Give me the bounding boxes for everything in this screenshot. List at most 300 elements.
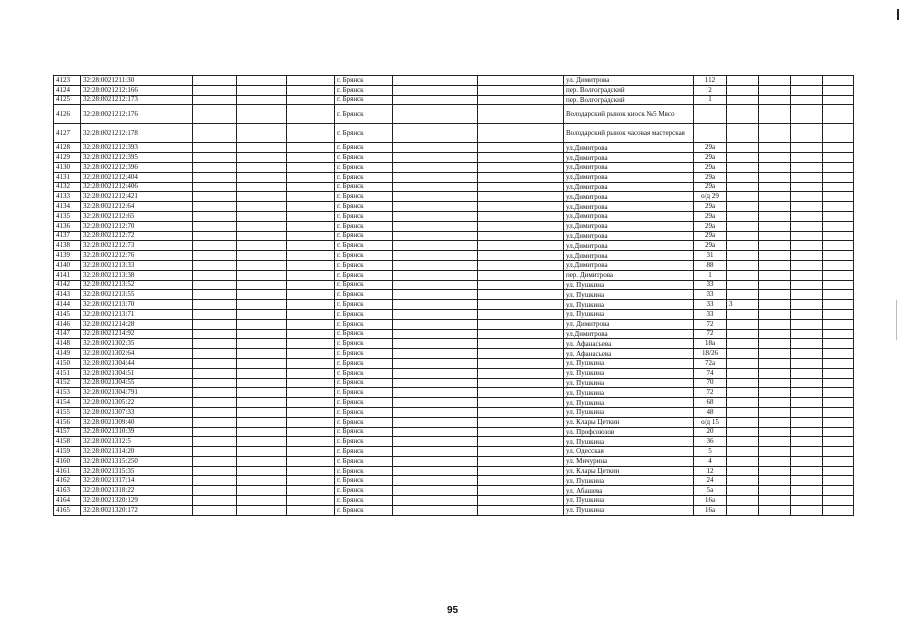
empty-cell — [478, 251, 564, 261]
empty-cell — [193, 202, 237, 212]
empty-cell — [193, 211, 237, 221]
row-number-cell: 4138 — [54, 241, 81, 251]
empty-cell — [237, 407, 287, 417]
city-cell: г. Брянск — [335, 211, 393, 221]
row-number-cell: 4134 — [54, 202, 81, 212]
empty-cell — [478, 319, 564, 329]
empty-cell — [237, 300, 287, 310]
city-cell: г. Брянск — [335, 95, 393, 105]
empty-cell — [393, 202, 478, 212]
table-row — [54, 486, 854, 496]
empty-cell — [791, 309, 823, 319]
empty-cell — [791, 124, 823, 143]
table-row — [54, 211, 854, 221]
house-number-cell: 72 — [694, 329, 727, 339]
empty-cell — [759, 407, 791, 417]
empty-cell — [759, 505, 791, 515]
table-row — [54, 309, 854, 319]
address-cell: пер. Волгоградский — [564, 95, 694, 105]
empty-cell — [393, 398, 478, 408]
empty-cell — [287, 398, 335, 408]
city-cell: г. Брянск — [335, 339, 393, 349]
extra-cell — [727, 339, 759, 349]
cadastral-number-cell: 32:28:0021312:5 — [81, 437, 193, 447]
extra-cell — [727, 202, 759, 212]
empty-cell — [823, 378, 854, 388]
address-cell: ул. Пушкина — [564, 358, 694, 368]
address-cell: ул. Димитрова — [564, 76, 694, 86]
house-number-cell: 2 — [694, 85, 727, 95]
row-number-cell: 4164 — [54, 496, 81, 506]
table-row — [54, 319, 854, 329]
empty-cell — [759, 388, 791, 398]
empty-cell — [759, 437, 791, 447]
house-number-cell: 33 — [694, 290, 727, 300]
row-number-cell: 4125 — [54, 95, 81, 105]
empty-cell — [823, 437, 854, 447]
extra-cell — [727, 398, 759, 408]
empty-cell — [193, 476, 237, 486]
empty-cell — [478, 85, 564, 95]
empty-cell — [237, 388, 287, 398]
empty-cell — [823, 417, 854, 427]
extra-cell — [727, 290, 759, 300]
empty-cell — [393, 76, 478, 86]
row-number-cell: 4158 — [54, 437, 81, 447]
cadastral-number-cell: 32:28:0021314:20 — [81, 447, 193, 457]
empty-cell — [478, 398, 564, 408]
empty-cell — [791, 260, 823, 270]
empty-cell — [287, 466, 335, 476]
cadastral-number-cell: 32:28:0021305:22 — [81, 398, 193, 408]
empty-cell — [759, 447, 791, 457]
table-row — [54, 153, 854, 163]
cadastral-number-cell: 32:28:0021212:395 — [81, 153, 193, 163]
empty-cell — [823, 105, 854, 124]
empty-cell — [823, 427, 854, 437]
empty-cell — [823, 143, 854, 153]
extra-cell — [727, 211, 759, 221]
empty-cell — [791, 319, 823, 329]
city-cell: г. Брянск — [335, 378, 393, 388]
empty-cell — [823, 407, 854, 417]
empty-cell — [478, 231, 564, 241]
row-number-cell: 4147 — [54, 329, 81, 339]
extra-cell — [727, 349, 759, 359]
empty-cell — [287, 437, 335, 447]
empty-cell — [478, 339, 564, 349]
address-cell: ул. Клары Цеткин — [564, 466, 694, 476]
empty-cell — [759, 143, 791, 153]
address-cell: ул. Афанасьева — [564, 339, 694, 349]
house-number-cell — [694, 124, 727, 143]
empty-cell — [791, 505, 823, 515]
cadastral-number-cell: 32:28:0021302:64 — [81, 349, 193, 359]
cadastral-number-cell: 32:28:0021212:404 — [81, 172, 193, 182]
empty-cell — [287, 76, 335, 86]
empty-cell — [759, 329, 791, 339]
house-number-cell: 29а — [694, 172, 727, 182]
cadastral-number-cell: 32:28:0021320:129 — [81, 496, 193, 506]
empty-cell — [823, 76, 854, 86]
empty-cell — [237, 466, 287, 476]
empty-cell — [823, 329, 854, 339]
city-cell: г. Брянск — [335, 76, 393, 86]
empty-cell — [237, 290, 287, 300]
row-number-cell: 4137 — [54, 231, 81, 241]
empty-cell — [478, 202, 564, 212]
empty-cell — [759, 124, 791, 143]
empty-cell — [478, 505, 564, 515]
cadastral-number-cell: 32:28:0021309:40 — [81, 417, 193, 427]
table-row — [54, 329, 854, 339]
empty-cell — [237, 211, 287, 221]
address-cell: ул.Димитрова — [564, 202, 694, 212]
table-row — [54, 437, 854, 447]
empty-cell — [823, 182, 854, 192]
empty-cell — [823, 505, 854, 515]
empty-cell — [393, 388, 478, 398]
house-number-cell: 5 — [694, 447, 727, 457]
table-row — [54, 270, 854, 280]
empty-cell — [478, 162, 564, 172]
city-cell: г. Брянск — [335, 162, 393, 172]
empty-cell — [823, 349, 854, 359]
empty-cell — [193, 368, 237, 378]
empty-cell — [478, 349, 564, 359]
empty-cell — [287, 124, 335, 143]
extra-cell — [727, 162, 759, 172]
empty-cell — [393, 192, 478, 202]
empty-cell — [791, 358, 823, 368]
city-cell: г. Брянск — [335, 329, 393, 339]
empty-cell — [791, 211, 823, 221]
empty-cell — [759, 417, 791, 427]
scan-edge-mark — [897, 9, 899, 20]
address-cell: ул. Мичурина — [564, 456, 694, 466]
empty-cell — [791, 466, 823, 476]
empty-cell — [478, 388, 564, 398]
cadastral-number-cell: 32:28:0021304:791 — [81, 388, 193, 398]
empty-cell — [478, 221, 564, 231]
city-cell: г. Брянск — [335, 85, 393, 95]
empty-cell — [478, 153, 564, 163]
empty-cell — [393, 466, 478, 476]
empty-cell — [791, 153, 823, 163]
city-cell: г. Брянск — [335, 260, 393, 270]
city-cell: г. Брянск — [335, 192, 393, 202]
empty-cell — [823, 231, 854, 241]
table-row — [54, 95, 854, 105]
table-row — [54, 124, 854, 143]
empty-cell — [823, 339, 854, 349]
city-cell: г. Брянск — [335, 172, 393, 182]
extra-cell — [727, 260, 759, 270]
empty-cell — [759, 309, 791, 319]
empty-cell — [237, 349, 287, 359]
empty-cell — [759, 241, 791, 251]
cadastral-number-cell: 32:28:0021302:35 — [81, 339, 193, 349]
empty-cell — [791, 270, 823, 280]
empty-cell — [759, 496, 791, 506]
row-number-cell: 4136 — [54, 221, 81, 231]
empty-cell — [287, 349, 335, 359]
row-number-cell: 4123 — [54, 76, 81, 86]
empty-cell — [791, 221, 823, 231]
address-cell: ул. Пушкина — [564, 437, 694, 447]
empty-cell — [759, 95, 791, 105]
empty-cell — [193, 105, 237, 124]
row-number-cell: 4140 — [54, 260, 81, 270]
house-number-cell: 12 — [694, 466, 727, 476]
empty-cell — [791, 339, 823, 349]
extra-cell — [727, 319, 759, 329]
empty-cell — [193, 378, 237, 388]
empty-cell — [237, 417, 287, 427]
extra-cell — [727, 368, 759, 378]
empty-cell — [393, 290, 478, 300]
empty-cell — [237, 280, 287, 290]
city-cell: г. Брянск — [335, 476, 393, 486]
extra-cell — [727, 309, 759, 319]
empty-cell — [823, 251, 854, 261]
row-number-cell: 4145 — [54, 309, 81, 319]
city-cell: г. Брянск — [335, 417, 393, 427]
row-number-cell: 4124 — [54, 85, 81, 95]
empty-cell — [791, 95, 823, 105]
empty-cell — [393, 182, 478, 192]
empty-cell — [478, 427, 564, 437]
empty-cell — [823, 241, 854, 251]
extra-cell — [727, 417, 759, 427]
empty-cell — [759, 476, 791, 486]
city-cell: г. Брянск — [335, 437, 393, 447]
empty-cell — [393, 496, 478, 506]
empty-cell — [791, 388, 823, 398]
empty-cell — [393, 476, 478, 486]
empty-cell — [393, 378, 478, 388]
empty-cell — [759, 368, 791, 378]
empty-cell — [823, 221, 854, 231]
house-number-cell: 29а — [694, 221, 727, 231]
empty-cell — [193, 349, 237, 359]
empty-cell — [393, 211, 478, 221]
extra-cell — [727, 221, 759, 231]
row-number-cell: 4126 — [54, 105, 81, 124]
cadastral-number-cell: 32:28:0021213:55 — [81, 290, 193, 300]
empty-cell — [478, 260, 564, 270]
table-row — [54, 447, 854, 457]
address-cell: ул. Пушкина — [564, 496, 694, 506]
empty-cell — [823, 300, 854, 310]
cadastral-number-cell: 32:28:0021315:250 — [81, 456, 193, 466]
table-row — [54, 388, 854, 398]
address-cell: ул. Пушкина — [564, 388, 694, 398]
empty-cell — [393, 95, 478, 105]
empty-cell — [393, 251, 478, 261]
empty-cell — [237, 486, 287, 496]
empty-cell — [759, 427, 791, 437]
house-number-cell: 72 — [694, 388, 727, 398]
table-body — [54, 76, 854, 516]
cadastral-number-cell: 32:28:0021212:176 — [81, 105, 193, 124]
empty-cell — [287, 105, 335, 124]
row-number-cell: 4146 — [54, 319, 81, 329]
empty-cell — [237, 76, 287, 86]
empty-cell — [478, 76, 564, 86]
empty-cell — [287, 192, 335, 202]
empty-cell — [287, 456, 335, 466]
table-row — [54, 378, 854, 388]
empty-cell — [287, 407, 335, 417]
row-number-cell: 4132 — [54, 182, 81, 192]
city-cell: г. Брянск — [335, 251, 393, 261]
empty-cell — [791, 85, 823, 95]
address-cell: ул.Димитрова — [564, 162, 694, 172]
empty-cell — [478, 368, 564, 378]
empty-cell — [193, 290, 237, 300]
extra-cell — [727, 172, 759, 182]
empty-cell — [823, 476, 854, 486]
house-number-cell: 5а — [694, 486, 727, 496]
scan-edge-tick — [896, 300, 897, 340]
cadastral-number-cell: 32:28:0021214:92 — [81, 329, 193, 339]
city-cell: г. Брянск — [335, 221, 393, 231]
address-cell: ул.Димитрова — [564, 221, 694, 231]
empty-cell — [823, 202, 854, 212]
address-cell: Володарский рынок часовая мастерская — [564, 124, 694, 143]
empty-cell — [287, 162, 335, 172]
empty-cell — [759, 466, 791, 476]
cadastral-number-cell: 32:28:0021212:72 — [81, 231, 193, 241]
empty-cell — [478, 95, 564, 105]
row-number-cell: 4141 — [54, 270, 81, 280]
house-number-cell: 29а — [694, 182, 727, 192]
empty-cell — [393, 260, 478, 270]
house-number-cell: 33 — [694, 309, 727, 319]
extra-cell — [727, 466, 759, 476]
empty-cell — [478, 182, 564, 192]
empty-cell — [393, 437, 478, 447]
cadastral-number-cell: 32:28:0021213:38 — [81, 270, 193, 280]
address-cell: Володарский рынок киоск №5 Мясо — [564, 105, 694, 124]
house-number-cell: 72 — [694, 319, 727, 329]
empty-cell — [759, 398, 791, 408]
extra-cell — [727, 378, 759, 388]
empty-cell — [478, 456, 564, 466]
cadastral-number-cell: 32:28:0021318:22 — [81, 486, 193, 496]
house-number-cell: 18а — [694, 339, 727, 349]
cadastral-number-cell: 32:28:0021304:55 — [81, 378, 193, 388]
empty-cell — [193, 85, 237, 95]
empty-cell — [193, 270, 237, 280]
table-row — [54, 398, 854, 408]
empty-cell — [393, 456, 478, 466]
city-cell: г. Брянск — [335, 290, 393, 300]
empty-cell — [759, 221, 791, 231]
empty-cell — [393, 309, 478, 319]
empty-cell — [791, 105, 823, 124]
extra-cell — [727, 231, 759, 241]
house-number-cell: 112 — [694, 76, 727, 86]
city-cell: г. Брянск — [335, 143, 393, 153]
empty-cell — [193, 124, 237, 143]
table-row — [54, 349, 854, 359]
empty-cell — [478, 172, 564, 182]
empty-cell — [823, 95, 854, 105]
table-row — [54, 339, 854, 349]
house-number-cell: 74 — [694, 368, 727, 378]
house-number-cell: 33 — [694, 300, 727, 310]
empty-cell — [237, 251, 287, 261]
empty-cell — [237, 231, 287, 241]
cadastral-number-cell: 32:28:0021212:173 — [81, 95, 193, 105]
empty-cell — [478, 105, 564, 124]
empty-cell — [823, 496, 854, 506]
empty-cell — [759, 105, 791, 124]
city-cell: г. Брянск — [335, 505, 393, 515]
registry-table — [53, 75, 854, 516]
address-cell: ул.Димитрова — [564, 143, 694, 153]
empty-cell — [823, 270, 854, 280]
empty-cell — [393, 358, 478, 368]
table-row — [54, 427, 854, 437]
row-number-cell: 4151 — [54, 368, 81, 378]
empty-cell — [287, 182, 335, 192]
empty-cell — [237, 192, 287, 202]
table-row — [54, 143, 854, 153]
extra-cell — [727, 143, 759, 153]
city-cell: г. Брянск — [335, 388, 393, 398]
row-number-cell: 4139 — [54, 251, 81, 261]
empty-cell — [237, 153, 287, 163]
address-cell: ул.Димитрова — [564, 211, 694, 221]
house-number-cell: 29а — [694, 241, 727, 251]
table-row — [54, 300, 854, 310]
city-cell: г. Брянск — [335, 241, 393, 251]
empty-cell — [759, 486, 791, 496]
empty-cell — [237, 309, 287, 319]
extra-cell — [727, 427, 759, 437]
address-cell: ул. Пушкина — [564, 309, 694, 319]
address-cell: пер. Димитрова — [564, 270, 694, 280]
table-row — [54, 280, 854, 290]
city-cell: г. Брянск — [335, 447, 393, 457]
empty-cell — [478, 496, 564, 506]
empty-cell — [823, 398, 854, 408]
empty-cell — [237, 143, 287, 153]
house-number-cell: 72а — [694, 358, 727, 368]
row-number-cell: 4150 — [54, 358, 81, 368]
empty-cell — [193, 437, 237, 447]
empty-cell — [287, 231, 335, 241]
address-cell: ул.Димитрова — [564, 260, 694, 270]
empty-cell — [287, 211, 335, 221]
empty-cell — [823, 162, 854, 172]
table-row — [54, 192, 854, 202]
house-number-cell: 48 — [694, 407, 727, 417]
cadastral-number-cell: 32:28:0021304:51 — [81, 368, 193, 378]
cadastral-number-cell: 32:28:0021212:178 — [81, 124, 193, 143]
empty-cell — [193, 172, 237, 182]
empty-cell — [791, 76, 823, 86]
empty-cell — [823, 290, 854, 300]
empty-cell — [287, 270, 335, 280]
address-cell: ул. Пушкина — [564, 300, 694, 310]
house-number-cell: 29а — [694, 162, 727, 172]
empty-cell — [193, 417, 237, 427]
house-number-cell: 16а — [694, 505, 727, 515]
